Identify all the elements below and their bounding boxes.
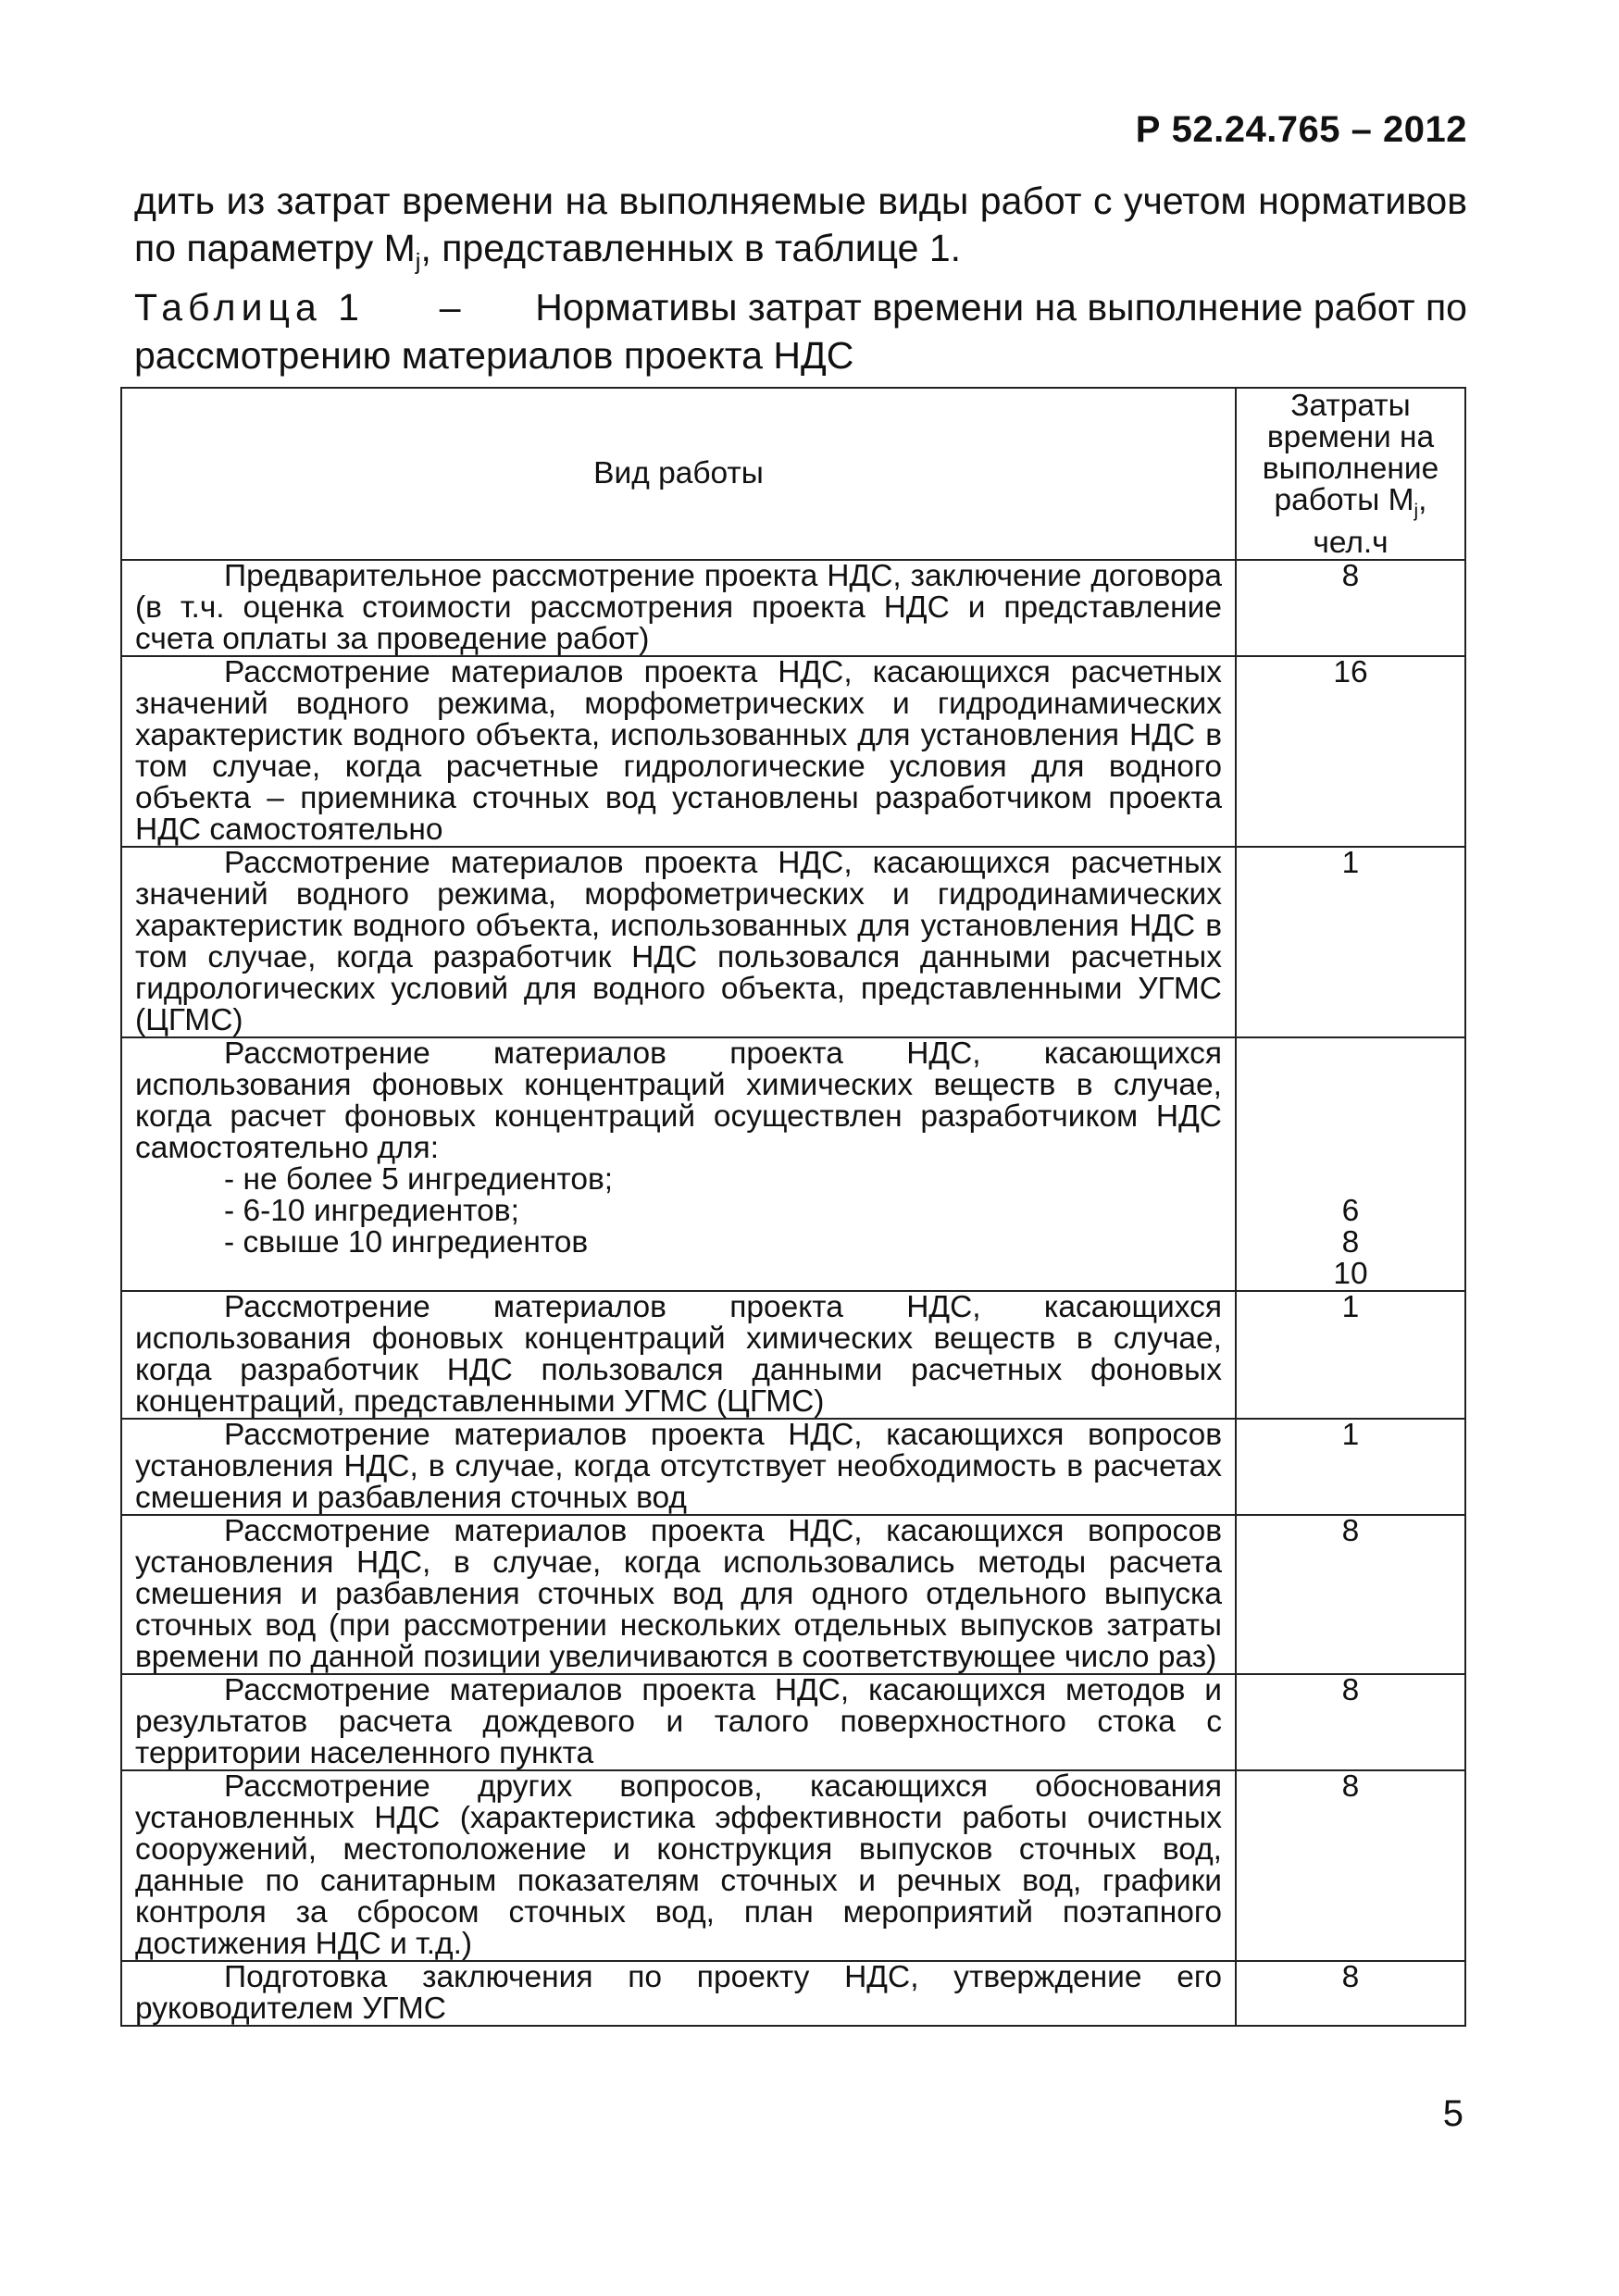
- time-value: 8: [1341, 1224, 1360, 1260]
- list-item: - 6-10 ингредиентов;: [224, 1193, 519, 1228]
- work-description: Рассмотрение других вопросов, касающихся обоснования установленных НДС (характеристика эффективности работы очистных сооружений, местоположение и конструкция выпусков сточных вод, данные по санитарным показателям сточных и речных вод, графики контроля за сбросом сточных вод, план мероприятий поэтапного достижения НДС и т.д.): [121, 1770, 1236, 1961]
- time-value: 1: [1236, 847, 1465, 1037]
- time-value: 8: [1236, 1961, 1465, 2026]
- time-value: 1: [1236, 1419, 1465, 1515]
- work-description: Рассмотрение материалов проекта НДС, касающихся использования фоновых концентраций химических веществ в случае, когда расчет фоновых концентраций осуществлен разработчиком НДС самостоятельно для: - не более 5 ингредиентов; - 6-10 ингредиентов; - свыше 10 ингредиентов: [121, 1037, 1236, 1291]
- table-row: [121, 1037, 1465, 1291]
- work-description: Рассмотрение материалов проекта НДС, касающихся расчетных значений водного режима, морфометрических и гидродинамических характеристик водного объекта, использованных для установления НДС в том случае, когда расчетные гидрологические условия для водного объекта – приемника сточных вод установлены разработчиком проекта НДС самостоятельно: [121, 656, 1236, 847]
- table-caption-title-2: рассмотрению материалов проекта НДС: [134, 334, 854, 377]
- table-caption-label: Таблица 1: [134, 286, 365, 329]
- list-item: - свыше 10 ингредиентов: [224, 1224, 589, 1260]
- work-description: Подготовка заключения по проекту НДС, утверждение его руководителем УГМС: [121, 1961, 1236, 2026]
- work-description: Рассмотрение материалов проекта НДС, касающихся вопросов установления НДС, в случае, когда отсутствует необходимость в расчетах смешения и разбавления сточных вод: [121, 1419, 1236, 1515]
- work-description: Рассмотрение материалов проекта НДС, касающихся использования фоновых концентраций химических веществ в случае, когда разработчик НДС пользовался данными расчетных фоновых концентраций, представленными УГМС (ЦГМС): [121, 1291, 1236, 1419]
- time-value: 10: [1333, 1256, 1368, 1291]
- time-value: 8: [1236, 560, 1465, 656]
- time-value: 8: [1236, 1674, 1465, 1770]
- table-row: [121, 1770, 1465, 1961]
- time-value-group: [1236, 1037, 1465, 1291]
- table-caption-dash: –: [439, 286, 461, 329]
- header-work-type: Вид работы: [121, 388, 1236, 560]
- table-row: [121, 560, 1465, 656]
- time-value: 16: [1236, 656, 1465, 847]
- time-value: 8: [1236, 1515, 1465, 1674]
- time-value: 8: [1236, 1770, 1465, 1961]
- table-row: [121, 1419, 1465, 1515]
- time-value: 6: [1341, 1193, 1360, 1228]
- table-row: [121, 847, 1465, 1037]
- table-header-row: [121, 388, 1465, 560]
- work-description: Рассмотрение материалов проекта НДС, касающихся расчетных значений водного режима, морфометрических и гидродинамических характеристик водного объекта, использованных для установления НДС в том случае, когда разработчик НДС пользовался данными расчетных гидрологических условий для водного объекта, представленными УГМС (ЦГМС): [121, 847, 1236, 1037]
- table-row: [121, 1674, 1465, 1770]
- work-description: Рассмотрение материалов проекта НДС, касающихся методов и результатов расчета дождевого и талого поверхностного стока с территории населенного пункта: [121, 1674, 1236, 1770]
- page-number: 5: [1442, 2093, 1463, 2134]
- table-row: [121, 1515, 1465, 1674]
- table-row: [121, 1291, 1465, 1419]
- header-time-cost: Затраты времени на выполнение работы $M_j$, чел.ч: [1236, 388, 1465, 560]
- table-row: [121, 656, 1465, 847]
- norms-table: [120, 387, 1466, 2027]
- table-row: [121, 1961, 1465, 2026]
- time-value: 1: [1236, 1291, 1465, 1419]
- table-caption: [134, 283, 1467, 379]
- work-description: Рассмотрение материалов проекта НДС, касающихся вопросов установления НДС, в случае, когда использовались методы расчета смешения и разбавления сточных вод для одного отдельного выпуска сточных вод (при рассмотрении нескольких отдельных выпусков затраты времени по данной позиции увеличиваются в соответствующее число раз): [121, 1515, 1236, 1674]
- work-description: Предварительное рассмотрение проекта НДС, заключение договора (в т.ч. оценка стоимости рассмотрения проекта НДС и представление счета оплаты за проведение работ): [121, 560, 1236, 656]
- table-caption-title-1: Нормативы затрат времени на выполнение работ по: [535, 286, 1467, 329]
- list-item: - не более 5 ингредиентов;: [224, 1161, 614, 1197]
- document-code: Р 52.24.765 – 2012: [1135, 109, 1467, 150]
- intro-paragraph: дить из затрат времени на выполняемые виды работ с учетом нормативов по параметру $M_j$, представленных в таблице 1.: [134, 180, 1467, 276]
